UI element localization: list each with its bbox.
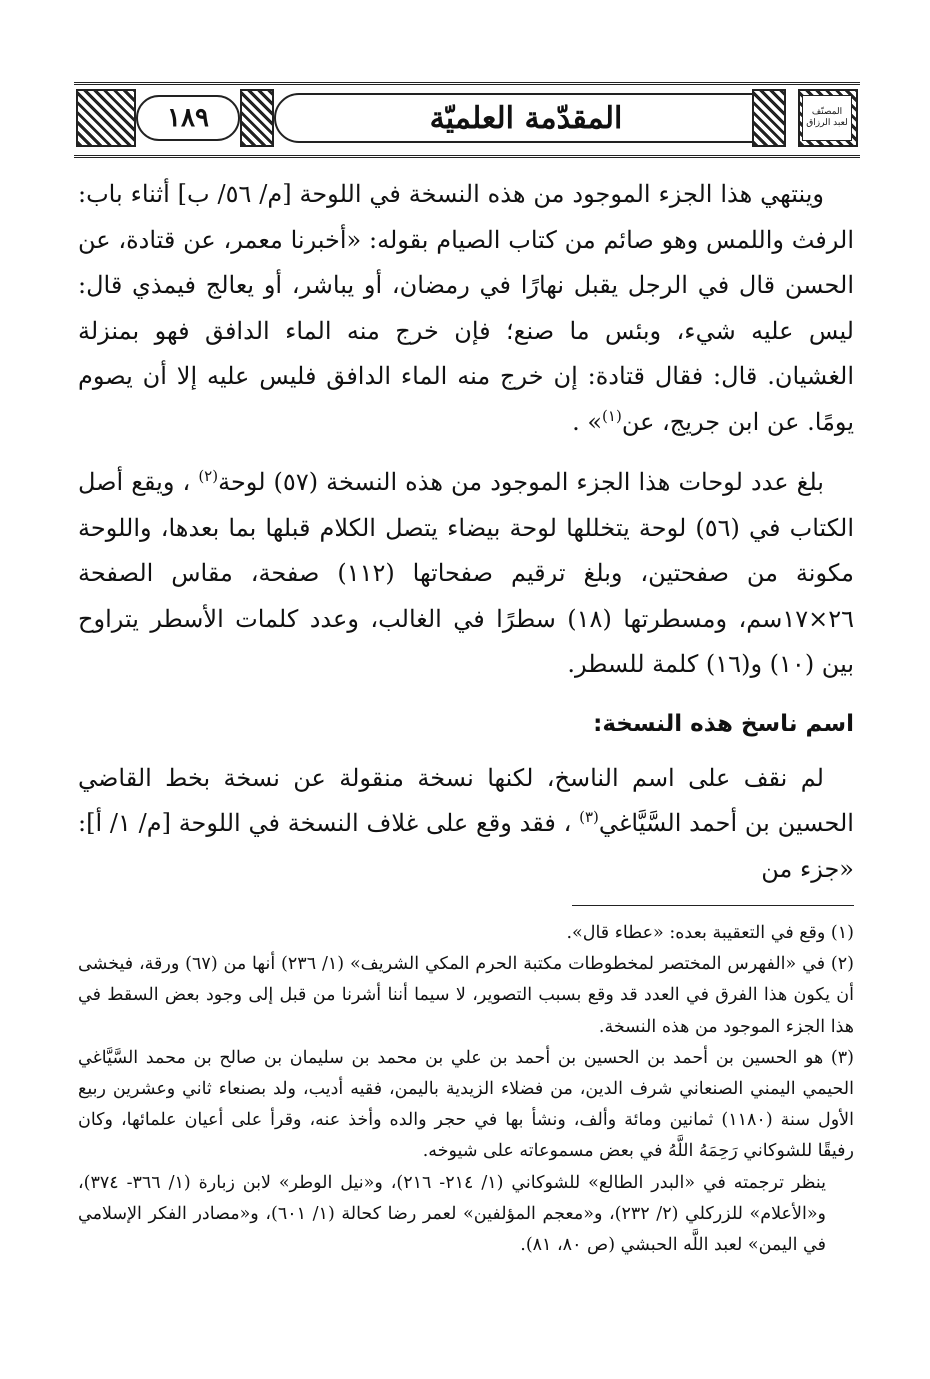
paragraph-1-end: » . [572, 407, 603, 436]
footnote-1: (١) وقع في التعقيبة بعده: «عطاء قال». [566, 923, 854, 943]
paragraph-2-text-b: ، ويقع أصل الكتاب في (٥٦) لوحة يتخللها لوحة بيضاء يتصل الكلام قبلها بما بعدها، واللوحة مكونة من صفحتين، وبلغ ترقيم صفحاتها (١١٢) صفحة، مقاس الصفحة ٢٦×١٧سم، ومسطرتها (١٨) سطرًا في الغالب، وعدد كلمات الأسطر يتراوح بين (١٠) و(١٦) كلمة للسطر. [78, 468, 854, 678]
footnote-ref-3[interactable]: (٣) [579, 808, 599, 826]
paragraph-1 [78, 172, 854, 445]
footnotes [78, 918, 854, 1261]
page-number: ١٨٩ [136, 95, 240, 141]
paragraph-2-text-a: بلغ عدد لوحات هذا الجزء الموجود من هذه النسخة (٥٧) لوحة [218, 468, 824, 496]
paragraph-3 [78, 756, 854, 893]
seal-line-2: لعبد الرزاق [806, 118, 848, 128]
paragraph-3-text-b: ، فقد وقع على غلاف النسخة في اللوحة [م/ ١/ أ]: «جزء من [78, 809, 854, 883]
publisher-seal [802, 95, 852, 141]
header-ornament-inner-left [240, 89, 274, 147]
header-ornament-inner-right [752, 89, 786, 147]
header-ornament-left [76, 89, 136, 147]
main-text [78, 172, 854, 892]
seal-line-1: المصنّف [811, 107, 843, 117]
footnote-separator [572, 905, 854, 906]
footnote-2: (٢) في «الفهرس المختصر لمخطوطات مكتبة الحرم المكي الشريف» (١/ ٢٣٦) أنها من (٦٧) ورقة، فيخشى أن يكون هذا الفرق في العدد قد وقع بسبب التصوير، لا سيما أننا أشرنا من قبل إلى وجود بعض السقط في هذا الجزء الموجود من هذه النسخة. [78, 954, 854, 1037]
paragraph-1-text: وينتهي هذا الجزء الموجود من هذه النسخة في اللوحة [م/ ٥٦/ ب] أثناء باب: الرفث واللمس وهو صائم من كتاب الصيام بقوله: «أخبرنا معمر، عن قتادة، عن الحسن قال في الرجل يقبل نهارًا في رمضان، أو يباشر، أو يعالج فيمذي قال: ليس عليه شيء، وبئس ما صنع؛ فإن خرج منه الماء الدافق فهو بمنزلة الغشيان. قال: فقال قتادة: إن خرج منه الماء الدافق فليس عليه إلا أن يصوم يومًا. عن ابن جريج، عن [78, 180, 855, 436]
footnote-3: (٣) هو الحسين بن أحمد بن الحسين بن أحمد بن علي بن محمد بن سليمان بن صالح بن محمد السَّيَّاغي الحيمي اليمني الصنعاني شرف الدين، من فضلاء الزيدية باليمن، فقيه أديب، ولد بصنعاء ثاني وعشرين ربيع الأول سنة (١١٨٠) ثمانين ومائة وألف، ونشأ بها في حجر والده وأخذ عنه، وقرأ على أعيان علمائها، وكان رفيقًا للشوكاني رَحِمَهُ اللَّهُ في بعض مسموعاته على شيوخه. [78, 1047, 854, 1162]
footnote-3-sources: ينظر ترجمته في «البدر الطالع» للشوكاني (١/ ٢١٤- ٢١٦)، و«نيل الوطر» لابن زبارة (١/ ٣٦٦- ٣٧٤)، و«الأعلام» للزركلي (٢/ ٢٣٢)، و«معجم المؤلفين» لعمر رضا كحالة (١/ ٦٠١)، و«مصادر الفكر الإسلامي في اليمن» لعبد اللَّه الحبشي (ص ٨٠، ٨١). [78, 1172, 826, 1256]
page-header [74, 82, 860, 158]
paragraph-2 [78, 460, 854, 688]
section-heading: اسم ناسخ هذه النسخة: [593, 710, 854, 737]
footnote-ref-2[interactable]: (٢) [198, 467, 219, 485]
page-title: المقدّمة العلميّة [274, 93, 778, 143]
footnote-ref-1[interactable]: (١) [602, 406, 622, 425]
paragraph-3-text-a: لم نقف على اسم الناسخ، لكنها نسخة منقولة عن نسخة بخط القاضي الحسين بن أحمد السَّيَّاغي [78, 763, 854, 837]
